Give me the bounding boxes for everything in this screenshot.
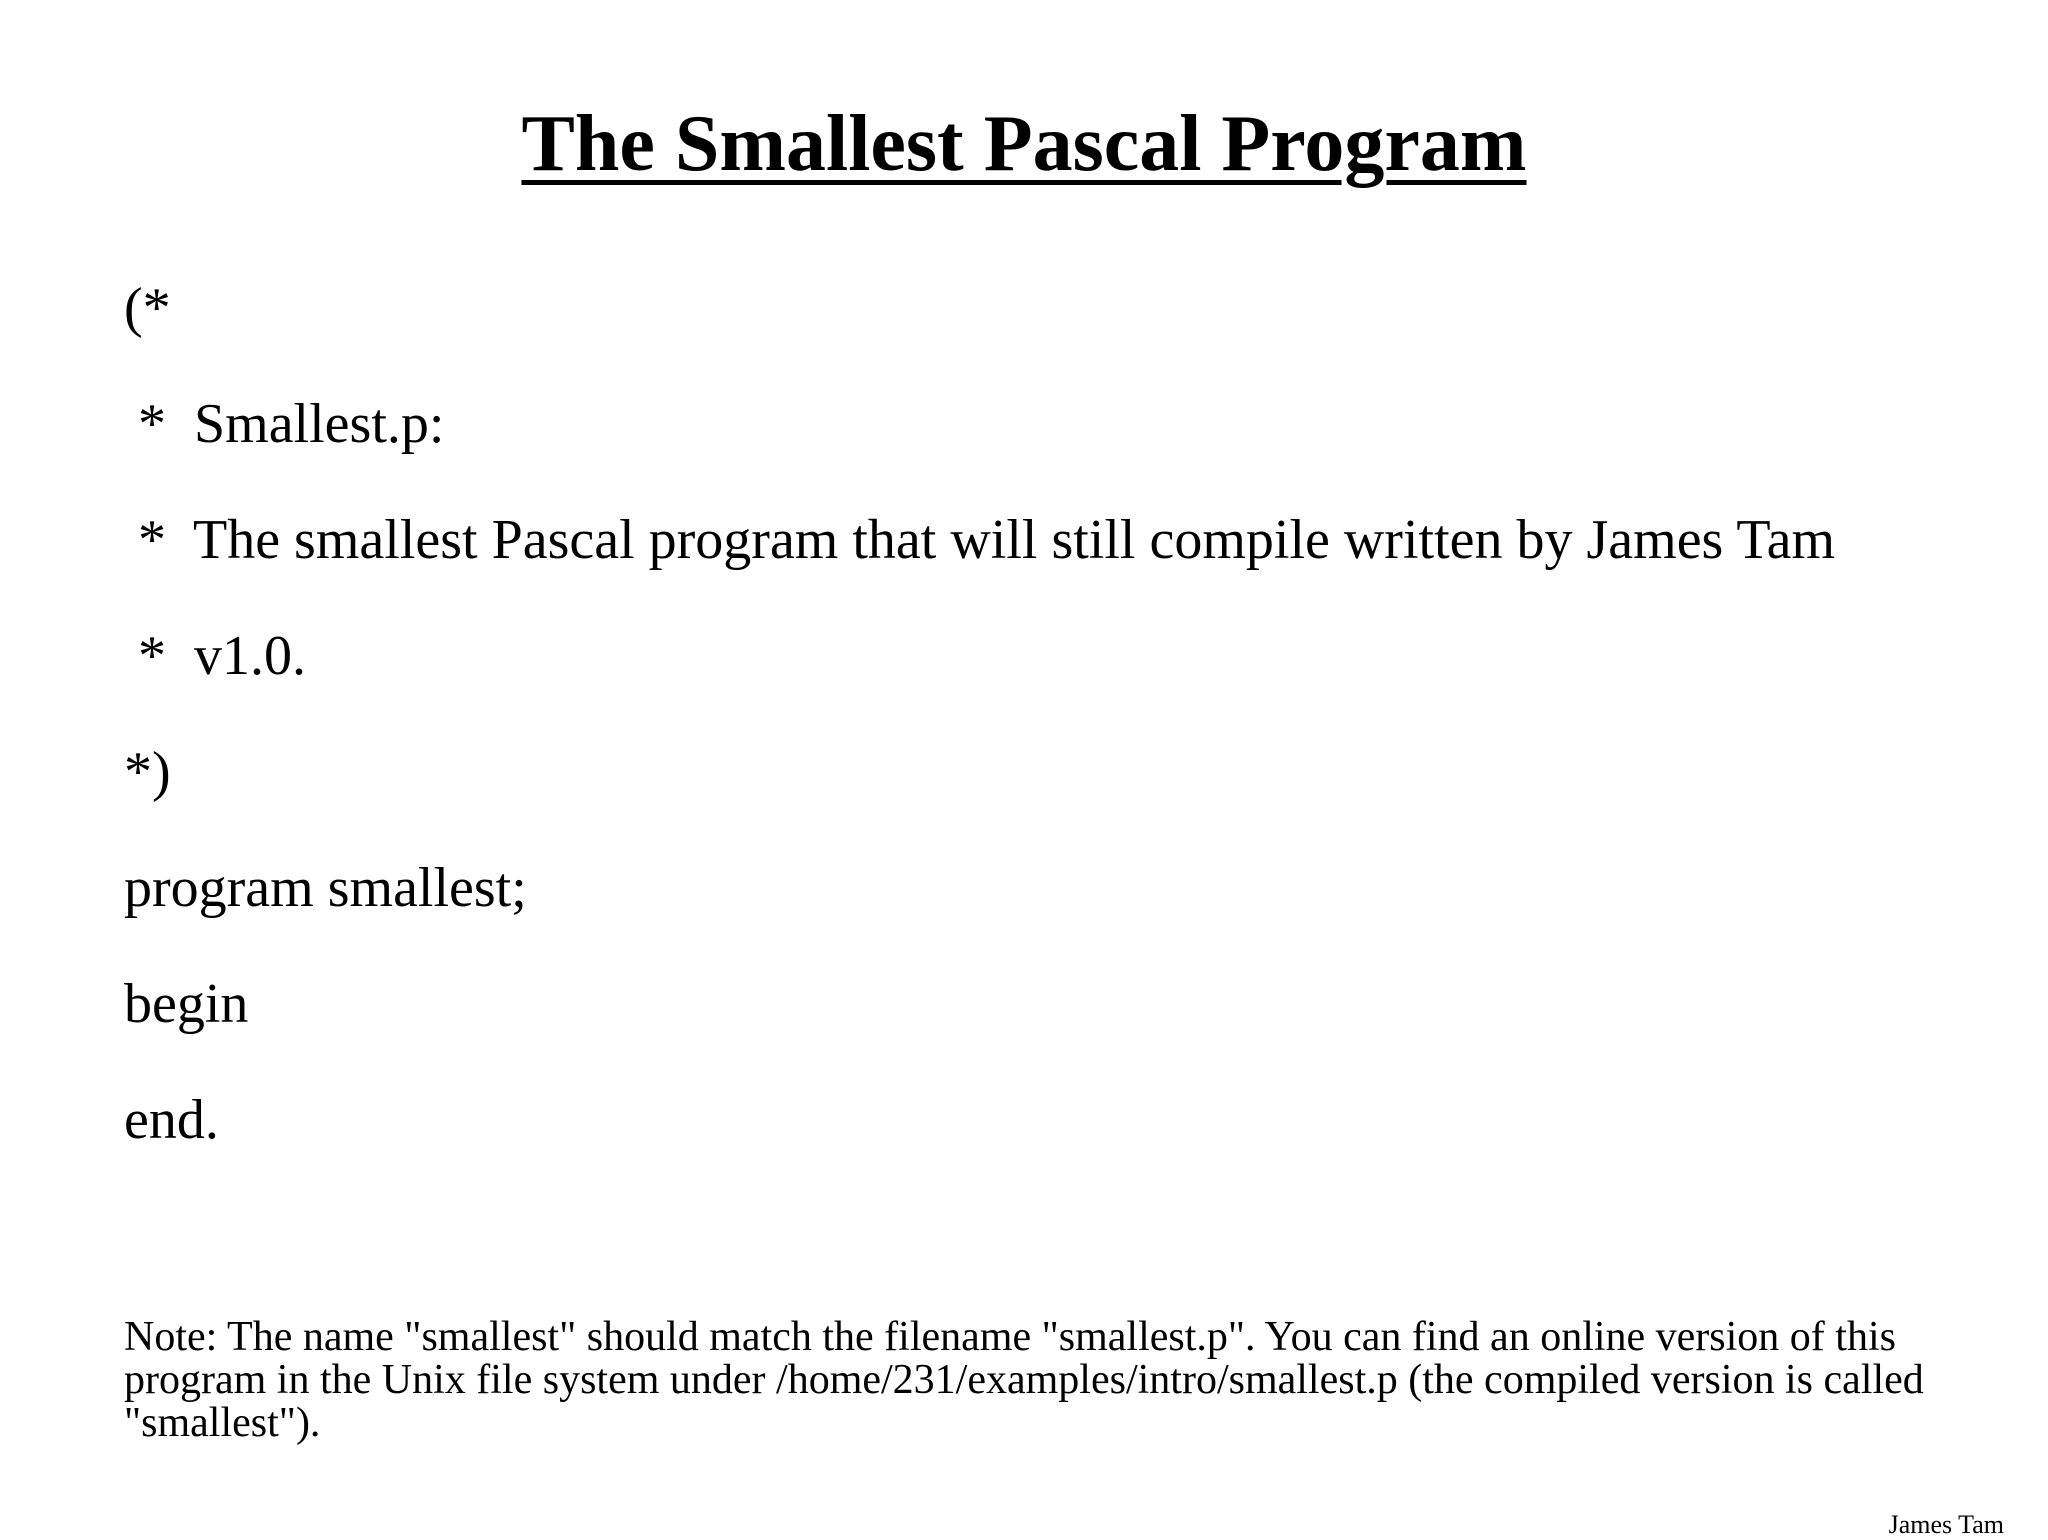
code-line: *) — [124, 741, 171, 803]
slide-title: The Smallest Pascal Program — [521, 100, 1527, 188]
code-line: program smallest; — [124, 857, 527, 919]
note-text: Note: The name "smallest" should match the filename "smallest.p". You can find an online version of this program in the Unix file system under /home/231/examples/intro/smallest.p (the compiled version is called "smallest"). — [124, 1314, 1924, 1446]
code-line: * The smallest Pascal program that will still compile written by James Tam — [124, 509, 1836, 571]
code-line: * v1.0. — [124, 625, 306, 687]
code-line: * Smallest.p: — [124, 393, 445, 455]
code-line: begin — [124, 973, 249, 1035]
author-footer: James Tam — [1888, 1510, 2004, 1539]
code-line: (* — [124, 277, 171, 339]
code-line: end. — [124, 1089, 219, 1151]
